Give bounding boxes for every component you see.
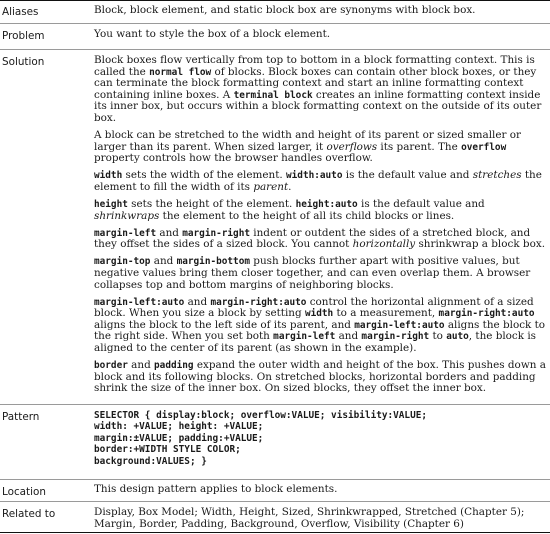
text-related: Display, Box Model; Width, Height, Sized, Shrinkwrapped, Stretched (Chapter 5); Margin, Border, Padding, Background, Overflow, Visibility (Chapter 6)	[94, 506, 525, 530]
text-problem: You want to style the box of a block element.	[94, 28, 331, 40]
label-aliases: Aliases	[2, 6, 39, 18]
solution-paragraph-height: height sets the height of the element. height:auto is the default value and shrinkwraps the element to the height of all its child blocks or lines.	[94, 198, 485, 222]
text-solution	[94, 55, 546, 400]
solution-paragraph-margin-sides: margin-left and margin-right indent or outdent the sides of a stretched block, and they offset the sides of a sized block. You cannot horizontally shrinkwrap a block box.	[94, 226, 546, 251]
solution-paragraph-margin-auto: margin-left:auto and margin-right:auto control the horizontal alignment of a sized block. When you size a block by setting width to a measurement, margin-right:auto aligns the block to the left side of its parent, and margin-left:auto aligns the block to the right side. When you set both margin-left and margin-right to auto, the block is aligned to the center of its parent (as shown in the example).	[94, 295, 546, 355]
row-related	[0, 501, 550, 534]
solution-paragraph-width: width sets the width of the element. width:auto is the default value and stretches the element to fill the width of its parent.	[94, 169, 542, 193]
text-location: This design pattern applies to block elements.	[94, 483, 338, 495]
label-location: Location	[2, 486, 46, 498]
solution-paragraph-border-padding: border and padding expand the outer width and height of the box. This pushes down a block and its following blocks. On stretched blocks, horizontal borders and padding shrink the size of the inner box. On sized blocks, they offset the inner box.	[94, 359, 546, 395]
text-aliases: Block, block element, and static block box are synonyms with block box.	[94, 4, 476, 16]
label-problem: Problem	[2, 30, 45, 42]
row-pattern	[0, 404, 550, 480]
pattern-line-5: background:VALUES; }	[94, 455, 207, 467]
label-pattern: Pattern	[2, 411, 40, 423]
solution-paragraph-1: Block boxes flow vertically from top to bottom in a block formatting context. This is called the normal flow of blocks. Block boxes can contain other block boxes, or they can terminate the block formatting context and start an inline formatting context containing inline boxes. A terminal block creates an inline formatting context inside its inner box, but occurs within a block formatting context on the outside of its outer box.	[94, 54, 542, 124]
label-related: Related to	[2, 508, 56, 520]
pattern-line-4: border:+WIDTH STYLE COLOR;	[94, 444, 241, 456]
solution-paragraph-margin-vertical: margin-top and margin-bottom push blocks further apart with positive values, but negative values bring them closer together, and can even overlap them. A browser collapses top and bottom margins of neighboring blocks.	[94, 255, 531, 291]
row-location	[0, 479, 550, 502]
row-aliases	[0, 1, 550, 23]
row-solution	[0, 49, 550, 405]
label-solution: Solution	[2, 56, 45, 68]
pattern-line-3: margin:±VALUE; padding:+VALUE;	[94, 432, 264, 444]
solution-paragraph-2: A block can be stretched to the width and height of its parent or sized smaller or larger than its parent. When sized larger, it overflows its parent. The overflow property controls how the browser handles overflow.	[94, 129, 522, 165]
row-problem	[0, 23, 550, 50]
code-pattern	[94, 410, 546, 467]
pattern-line-2: width: +VALUE; height: +VALUE;	[94, 421, 264, 433]
pattern-line-1: SELECTOR { display:block; overflow:VALUE; visibility:VALUE;	[94, 410, 428, 421]
